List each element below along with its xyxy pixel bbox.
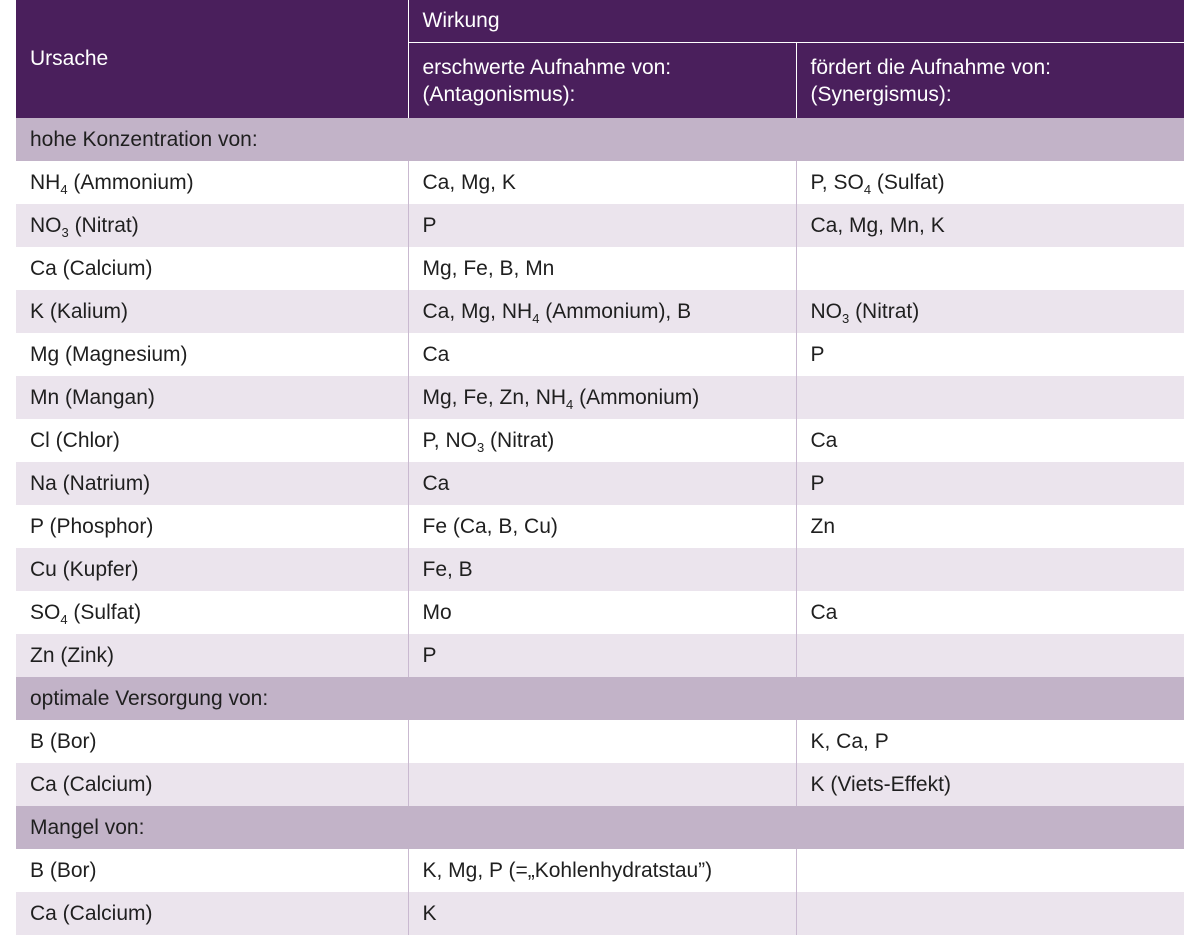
antagonism-cell: K <box>408 892 796 935</box>
antagonism-cell: P <box>408 634 796 677</box>
table-row <box>16 763 1184 806</box>
table-row <box>16 419 1184 462</box>
antagonism-cell: Mg, Fe, B, Mn <box>408 247 796 290</box>
antagonism-cell: Fe, B <box>408 548 796 591</box>
synergism-cell: Ca <box>796 591 1184 634</box>
synergism-cell: K (Viets-Effekt) <box>796 763 1184 806</box>
section-title: hohe Konzentration von: <box>16 118 1184 161</box>
synergism-cell <box>796 634 1184 677</box>
cause-cell: Mg (Magnesium) <box>16 333 408 376</box>
synergism-cell: $NO_3$ (Nitrat) <box>796 290 1184 333</box>
table-row <box>16 892 1184 935</box>
table-row <box>16 161 1184 204</box>
antagonism-cell: Fe (Ca, B, Cu) <box>408 505 796 548</box>
section-title: Mangel von: <box>16 806 1184 849</box>
synergism-cell: Ca, Mg, Mn, K <box>796 204 1184 247</box>
section-header <box>16 118 1184 161</box>
table-row <box>16 204 1184 247</box>
antagonism-cell: Ca, Mg, $NH_4$ (Ammonium), B <box>408 290 796 333</box>
synergism-cell <box>796 892 1184 935</box>
antagonism-cell: Ca, Mg, K <box>408 161 796 204</box>
antagonism-cell: Mg, Fe, Zn, $NH_4$ (Ammonium) <box>408 376 796 419</box>
table-row <box>16 720 1184 763</box>
cause-cell: $SO_4$ (Sulfat) <box>16 591 408 634</box>
cause-cell: $NH_4$ (Ammonium) <box>16 161 408 204</box>
synergism-cell: Ca <box>796 419 1184 462</box>
antagonism-cell <box>408 720 796 763</box>
cause-cell: P (Phosphor) <box>16 505 408 548</box>
table-row <box>16 376 1184 419</box>
synergism-cell: P <box>796 462 1184 505</box>
antagonism-cell: P <box>408 204 796 247</box>
header-cause: Ursache <box>16 0 408 118</box>
section-header <box>16 677 1184 720</box>
header-effect: Wirkung <box>408 0 1184 43</box>
table-row <box>16 505 1184 548</box>
antagonism-cell: Mo <box>408 591 796 634</box>
cause-cell: Cl (Chlor) <box>16 419 408 462</box>
table-row <box>16 462 1184 505</box>
cause-cell: Zn (Zink) <box>16 634 408 677</box>
antagonism-cell: P, $NO_3$ (Nitrat) <box>408 419 796 462</box>
table-row <box>16 591 1184 634</box>
synergism-cell <box>796 247 1184 290</box>
table-header <box>16 0 1184 118</box>
cause-cell: $NO_3$ (Nitrat) <box>16 204 408 247</box>
cause-cell: Ca (Calcium) <box>16 763 408 806</box>
cause-cell: Ca (Calcium) <box>16 247 408 290</box>
antagonism-cell <box>408 763 796 806</box>
table-row <box>16 333 1184 376</box>
antagonism-cell: Ca <box>408 333 796 376</box>
table-row <box>16 849 1184 892</box>
synergism-cell: P, $SO_4$ (Sulfat) <box>796 161 1184 204</box>
antagonism-cell: Ca <box>408 462 796 505</box>
cause-cell: Na (Natrium) <box>16 462 408 505</box>
section-header <box>16 806 1184 849</box>
synergism-cell: K, Ca, P <box>796 720 1184 763</box>
nutrient-interaction-table <box>16 0 1184 935</box>
synergism-cell <box>796 548 1184 591</box>
table-row <box>16 634 1184 677</box>
synergism-cell <box>796 849 1184 892</box>
section-title: optimale Versorgung von: <box>16 677 1184 720</box>
synergism-cell: P <box>796 333 1184 376</box>
table-body <box>16 118 1184 935</box>
synergism-cell <box>796 376 1184 419</box>
cause-cell: Mn (Mangan) <box>16 376 408 419</box>
header-synergism: fördert die Aufnahme von: (Synergismus): <box>796 43 1184 119</box>
cause-cell: Cu (Kupfer) <box>16 548 408 591</box>
cause-cell: Ca (Calcium) <box>16 892 408 935</box>
cause-cell: B (Bor) <box>16 849 408 892</box>
header-antagonism: erschwerte Aufnahme von: (Antagonismus): <box>408 43 796 119</box>
cause-cell: B (Bor) <box>16 720 408 763</box>
antagonism-cell: K, Mg, P (=„Kohlenhydratstau”) <box>408 849 796 892</box>
synergism-cell: Zn <box>796 505 1184 548</box>
table-row <box>16 247 1184 290</box>
cause-cell: K (Kalium) <box>16 290 408 333</box>
table-row <box>16 290 1184 333</box>
table-row <box>16 548 1184 591</box>
